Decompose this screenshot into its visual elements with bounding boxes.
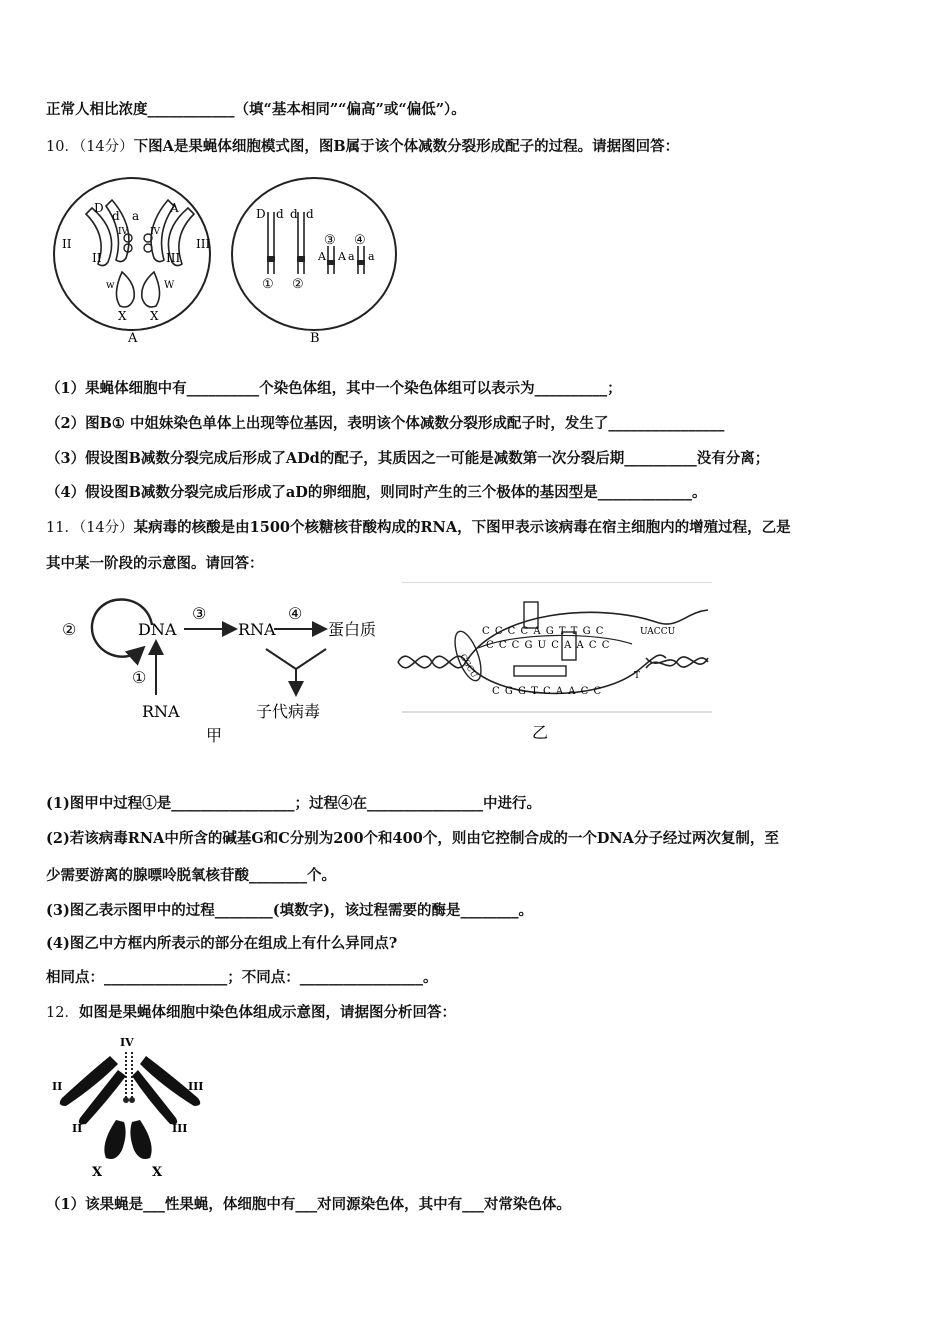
figure-a-fly-cell <box>50 172 230 348</box>
yi-mid-sequence: C C C G U C A A C C <box>486 640 611 651</box>
jia-offspring: 子代病毒 <box>256 702 321 721</box>
q10-stem-text: 下图A是果蝇体细胞模式图，图B属于该个体减数分裂形成配子的过程。请据图回答： <box>133 138 680 155</box>
q10-sub2: （2）图B① 中姐妹染色单体上出现等位基因，表明该个体减数分裂形成配子时，发生了________________ <box>46 415 725 432</box>
q11-stem-line2: 其中某一阶段的示意图。请回答： <box>46 555 264 572</box>
fig-b-label: ④ <box>354 233 366 248</box>
centromere <box>267 256 275 262</box>
centromere <box>297 256 305 262</box>
q9-tail: 正常人相比浓度____________（填“基本相同”“偏高”或“偏低”）。 <box>46 101 466 118</box>
fig-a-label: W <box>164 280 175 291</box>
q12-stem-text: 如图是果蝇体细胞中染色体组成示意图，请据图分析回答： <box>78 1004 456 1021</box>
jia-caption: 甲 <box>206 726 223 745</box>
q10-sub4: （4）假设图B减数分裂完成后形成了aD的卵细胞，则同时产生的三个极体的基因型是_____________。 <box>46 484 707 501</box>
figure-b-meiosis <box>228 172 404 348</box>
q11-sub4-answers: 相同点：_________________；不同点：_________________。 <box>46 969 438 986</box>
q11-sub3: (3)图乙表示图甲中的过程________(填数字)，该过程需要的酶是________。 <box>46 902 534 919</box>
fig-b-label: D <box>256 207 266 221</box>
yi-caption: 乙 <box>532 723 549 742</box>
q11-sub2-line1: (2)若该病毒RNA中所含的碱基G和C分别为200个和400个，则由它控制合成的一个DNA分子经过两次复制，至 <box>46 830 779 847</box>
jia-step-3: ③ <box>192 604 207 623</box>
q10-number: 10．（14分） <box>46 139 134 155</box>
fig-a-label: A <box>170 201 179 215</box>
q12-sub1: （1）该果蝇是___性果蝇，体细胞中有___对同源染色体，其中有___对常染色体。 <box>46 1196 571 1213</box>
fig-b-label: d <box>290 207 298 221</box>
fig-a-label: D <box>94 201 104 215</box>
yi-oval-sequence: GGCU <box>458 652 479 680</box>
q12-label: III <box>172 1122 188 1135</box>
fig-b-label: ① <box>262 277 274 292</box>
jia-rna: RNA <box>238 620 276 639</box>
q12-label: II <box>52 1080 63 1093</box>
centromere <box>357 260 365 265</box>
jia-dna: DNA <box>138 620 177 639</box>
q10-stem <box>46 137 906 157</box>
cell-outline <box>54 178 210 330</box>
yi-tail-sequence: UACCU <box>640 627 676 637</box>
chromosome-iv-dot <box>129 1097 135 1103</box>
fig-b-caption: B <box>310 331 320 346</box>
assembly-line <box>266 649 296 669</box>
q11-sub2-line2: 少需要游离的腺嘌呤脱氧核苷酸________个。 <box>46 867 336 884</box>
chromosome-x-right <box>142 272 160 307</box>
fig-b-label: d <box>276 207 284 221</box>
q12-stem <box>46 1003 906 1023</box>
fig-a-label: II <box>62 237 72 251</box>
q11-stem-text: 某病毒的核酸是由1500个核糖核苷酸构成的RNA，下图甲表示该病毒在宿主细胞内的增殖过程，乙是 <box>133 519 791 536</box>
fig-a-label: II <box>92 251 102 265</box>
q12-label: III <box>188 1080 204 1093</box>
jia-rna-source: RNA <box>142 702 180 721</box>
fig-a-label: III <box>196 237 211 251</box>
yi-top-sequence: C C C C A G T T G C <box>482 626 605 637</box>
chromosome-iv-dot <box>123 1097 129 1103</box>
fig-a-label: X <box>150 309 159 323</box>
centromere <box>327 260 335 265</box>
figure-q12-chromosomes <box>48 1034 218 1184</box>
jia-step-4: ④ <box>288 604 303 623</box>
q12-label: X <box>92 1165 103 1180</box>
jia-protein: 蛋白质 <box>328 620 377 639</box>
box-blank <box>514 666 566 676</box>
chromosome-x-left <box>116 272 134 307</box>
fig-a-label: X <box>118 309 127 323</box>
fig-a-caption: A <box>128 331 138 346</box>
q12-label: II <box>72 1122 83 1135</box>
q11-number: 11．（14分） <box>46 520 134 536</box>
fig-a-label: w <box>106 280 115 291</box>
chromosome-x-right <box>130 1120 151 1159</box>
fig-a-label: d <box>112 209 120 223</box>
fig-a-label: a <box>132 209 140 223</box>
q12-label: X <box>152 1165 163 1180</box>
fig-a-label: III <box>166 251 181 265</box>
q11-stem-line1 <box>46 518 906 538</box>
dna-helix-left <box>398 656 466 668</box>
chromosome-x-left <box>104 1120 125 1159</box>
q11-sub4: (4)图乙中方框内所表示的部分在组成上有什么异同点? <box>46 935 398 952</box>
fig-b-label: d <box>306 207 314 221</box>
yi-t-mark: T <box>634 671 641 681</box>
fig-a-label: IV <box>150 227 161 237</box>
q10-sub1: （1）果蝇体细胞中有__________个染色体组，其中一个染色体组可以表示为__________； <box>46 380 622 397</box>
jia-step-1: ① <box>132 668 147 687</box>
fig-a-label: IV <box>118 227 129 237</box>
jia-step-2: ② <box>62 620 77 639</box>
fig-b-label: ③ <box>324 233 336 248</box>
q12-label: IV <box>120 1036 134 1049</box>
fig-b-label: a <box>348 250 355 263</box>
fig-b-label: A <box>318 250 326 263</box>
fig-b-label: a <box>368 250 375 263</box>
fig-b-label: A <box>338 250 346 263</box>
q11-sub1: (1)图甲中过程①是_________________；过程④在________________中进行。 <box>46 795 542 812</box>
figure-yi-transcription <box>396 582 716 750</box>
q10-sub3: （3）假设图B减数分裂完成后形成了ADd的配子，其质因之一可能是减数第一次分裂后期__________没有分离； <box>46 450 770 467</box>
box-deoxyribonucleotide <box>524 602 538 628</box>
figure-jia-virus-cycle <box>56 585 396 750</box>
yi-bottom-sequence: C G G T C A A C C <box>492 686 603 697</box>
assembly-line <box>296 649 326 669</box>
fig-b-label: ② <box>292 277 304 292</box>
q12-number: 12． <box>46 1005 79 1021</box>
